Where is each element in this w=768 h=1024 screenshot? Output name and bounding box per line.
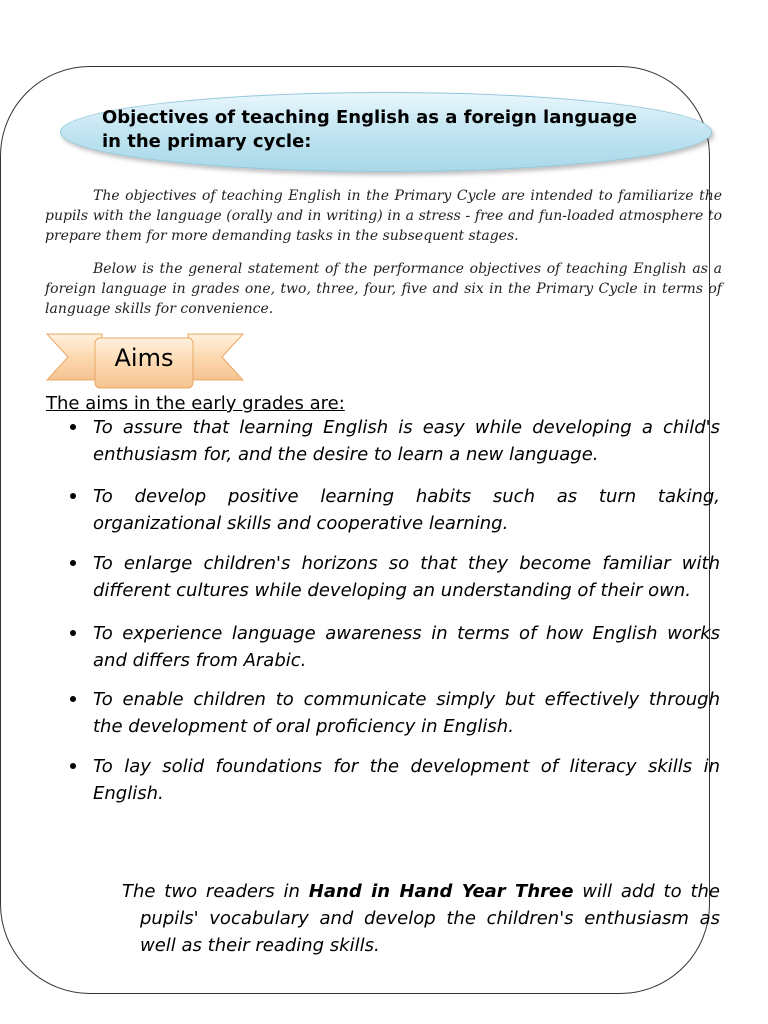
list-item (46, 686, 720, 740)
book-title: Hand in Hand Year Three (308, 881, 574, 902)
list-item (46, 483, 720, 537)
intro-paragraph-1: The objectives of teaching English in the Primary Cycle are intended to familiarize the pupils with the language (orally and in writing) in a stress - free and fun-loaded atmosphere to prepare them for more demanding tasks in the subsequent stages. (45, 188, 722, 244)
banner-left-tail (47, 334, 102, 380)
aims-banner-label: Aims (114, 344, 174, 372)
aim-text: To experience language awareness in terms of how English works and differs from Arabic. (93, 623, 720, 671)
aims-heading: The aims in the early grades are: (46, 393, 345, 414)
aim-text: To assure that learning English is easy while developing a child's enthusiasm for, and the desire to learn a new language. (93, 417, 720, 465)
list-item (46, 414, 720, 468)
page-title: Objectives of teaching English as a foreign language in the primary cycle: (102, 107, 638, 152)
list-item (46, 620, 720, 674)
list-item (46, 753, 720, 807)
aim-text: To lay solid foundations for the development of literacy skills in English. (93, 756, 720, 804)
aim-text: To enlarge children's horizons so that they become familiar with different cultures while developing an understanding of their own. (93, 553, 720, 601)
closing-paragraph (122, 878, 720, 959)
intro-paragraph-2: Below is the general statement of the performance objectives of teaching English as a foreign language in grades one, two, three, four, five and six in the Primary Cycle in terms of language skills for convenience. (45, 261, 722, 317)
closing-text-before: The two readers in (122, 881, 309, 902)
aim-text: To develop positive learning habits such as turn taking, organizational skills and cooperative learning. (93, 486, 720, 534)
list-item (46, 550, 720, 604)
aims-list (46, 414, 720, 807)
aim-text: To enable children to communicate simply but effectively through the development of oral proficiency in English. (93, 689, 720, 737)
banner-right-tail (188, 334, 243, 380)
closing-text-after: will add to the pupils' vocabulary and develop the children's enthusiasm as well as their reading skills. (140, 881, 720, 956)
